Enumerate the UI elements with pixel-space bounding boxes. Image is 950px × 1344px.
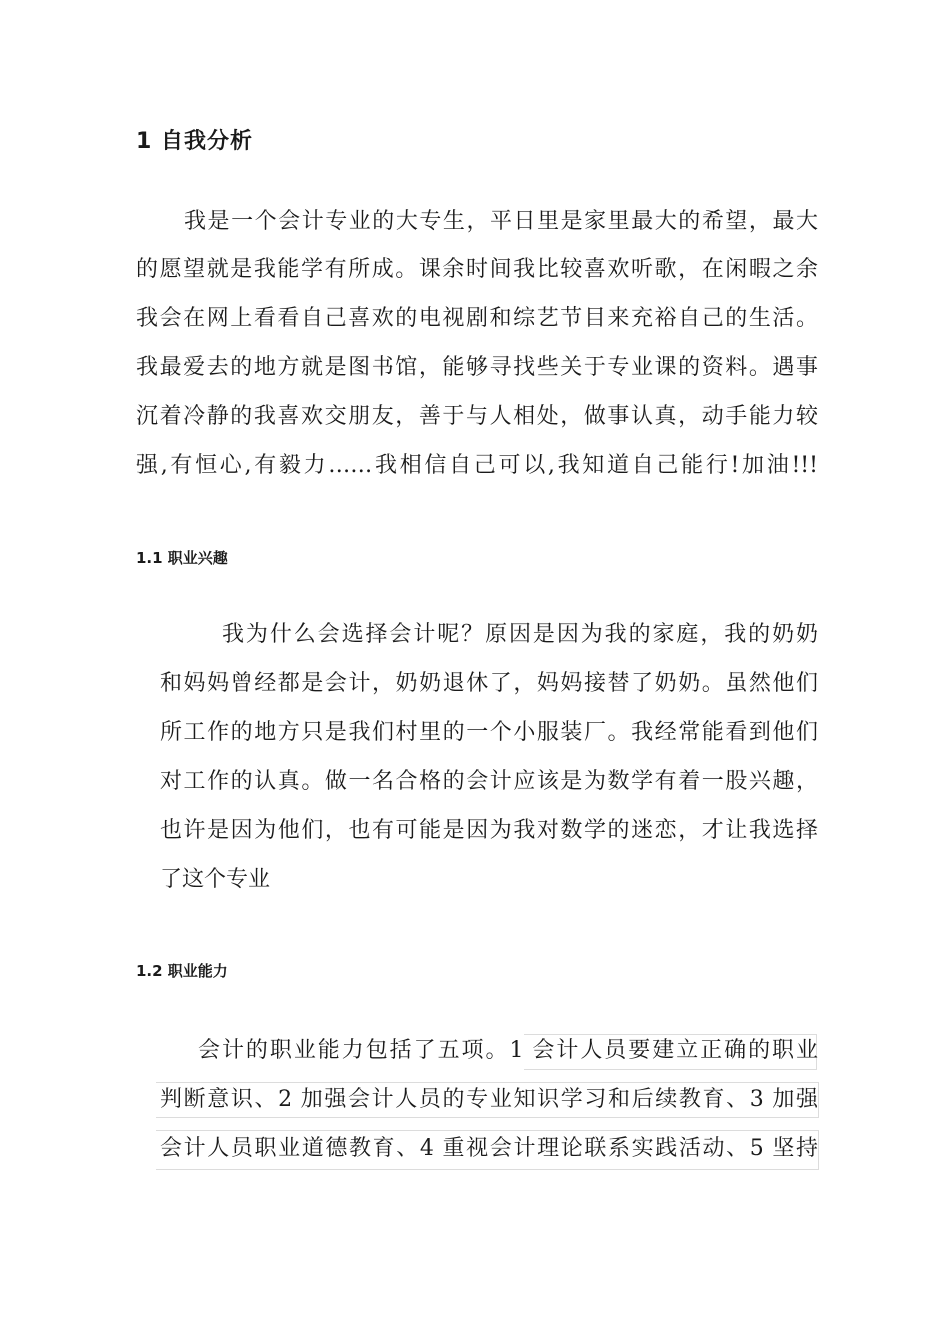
paragraph-line: 沉着冷静的我喜欢交朋友，善于与人相处，做事认真，动手能力较: [136, 404, 818, 429]
paragraph-line: 了这个专业: [160, 867, 271, 892]
paragraph-line: 也许是因为他们，也有可能是因为我对数学的迷恋，才让我选择: [160, 818, 818, 843]
section-heading-career-interest: 1.1 职业兴趣: [136, 549, 228, 567]
paragraph-line: 所工作的地方只是我们村里的一个小服装厂。我经常能看到他们: [160, 720, 818, 745]
paragraph-line: 判断意识、2 加强会计人员的专业知识学习和后续教育、3 加强: [160, 1087, 818, 1112]
paragraph-line: 强,有恒心,有毅力……我相信自己可以,我知道自己能行!加油!!!: [136, 453, 818, 478]
section-heading-self-analysis: 1 自我分析: [136, 129, 253, 154]
paragraph-line: 我是一个会计专业的大专生，平日里是家里最大的希望，最大: [184, 209, 818, 234]
section-heading-career-ability: 1.2 职业能力: [136, 962, 228, 980]
paragraph-line: 我会在网上看看自己喜欢的电视剧和综艺节目来充裕自己的生活。: [136, 306, 818, 331]
paragraph-line: 和妈妈曾经都是会计，奶奶退休了，妈妈接替了奶奶。虽然他们: [160, 671, 818, 696]
paragraph-line: 的愿望就是我能学有所成。课余时间我比较喜欢听歌，在闲暇之余: [136, 257, 818, 282]
paragraph-line: 我最爱去的地方就是图书馆，能够寻找些关于专业课的资料。遇事: [136, 355, 818, 380]
paragraph-line: 会计人员职业道德教育、4 重视会计理论联系实践活动、5 坚持: [160, 1136, 818, 1161]
paragraph-line: 我为什么会选择会计呢？原因是因为我的家庭，我的奶奶: [222, 622, 818, 647]
paragraph-line: 对工作的认真。做一名合格的会计应该是为数学有着一股兴趣，: [160, 769, 818, 794]
paragraph-line: 会计的职业能力包括了五项。1 会计人员要建立正确的职业: [198, 1038, 818, 1063]
